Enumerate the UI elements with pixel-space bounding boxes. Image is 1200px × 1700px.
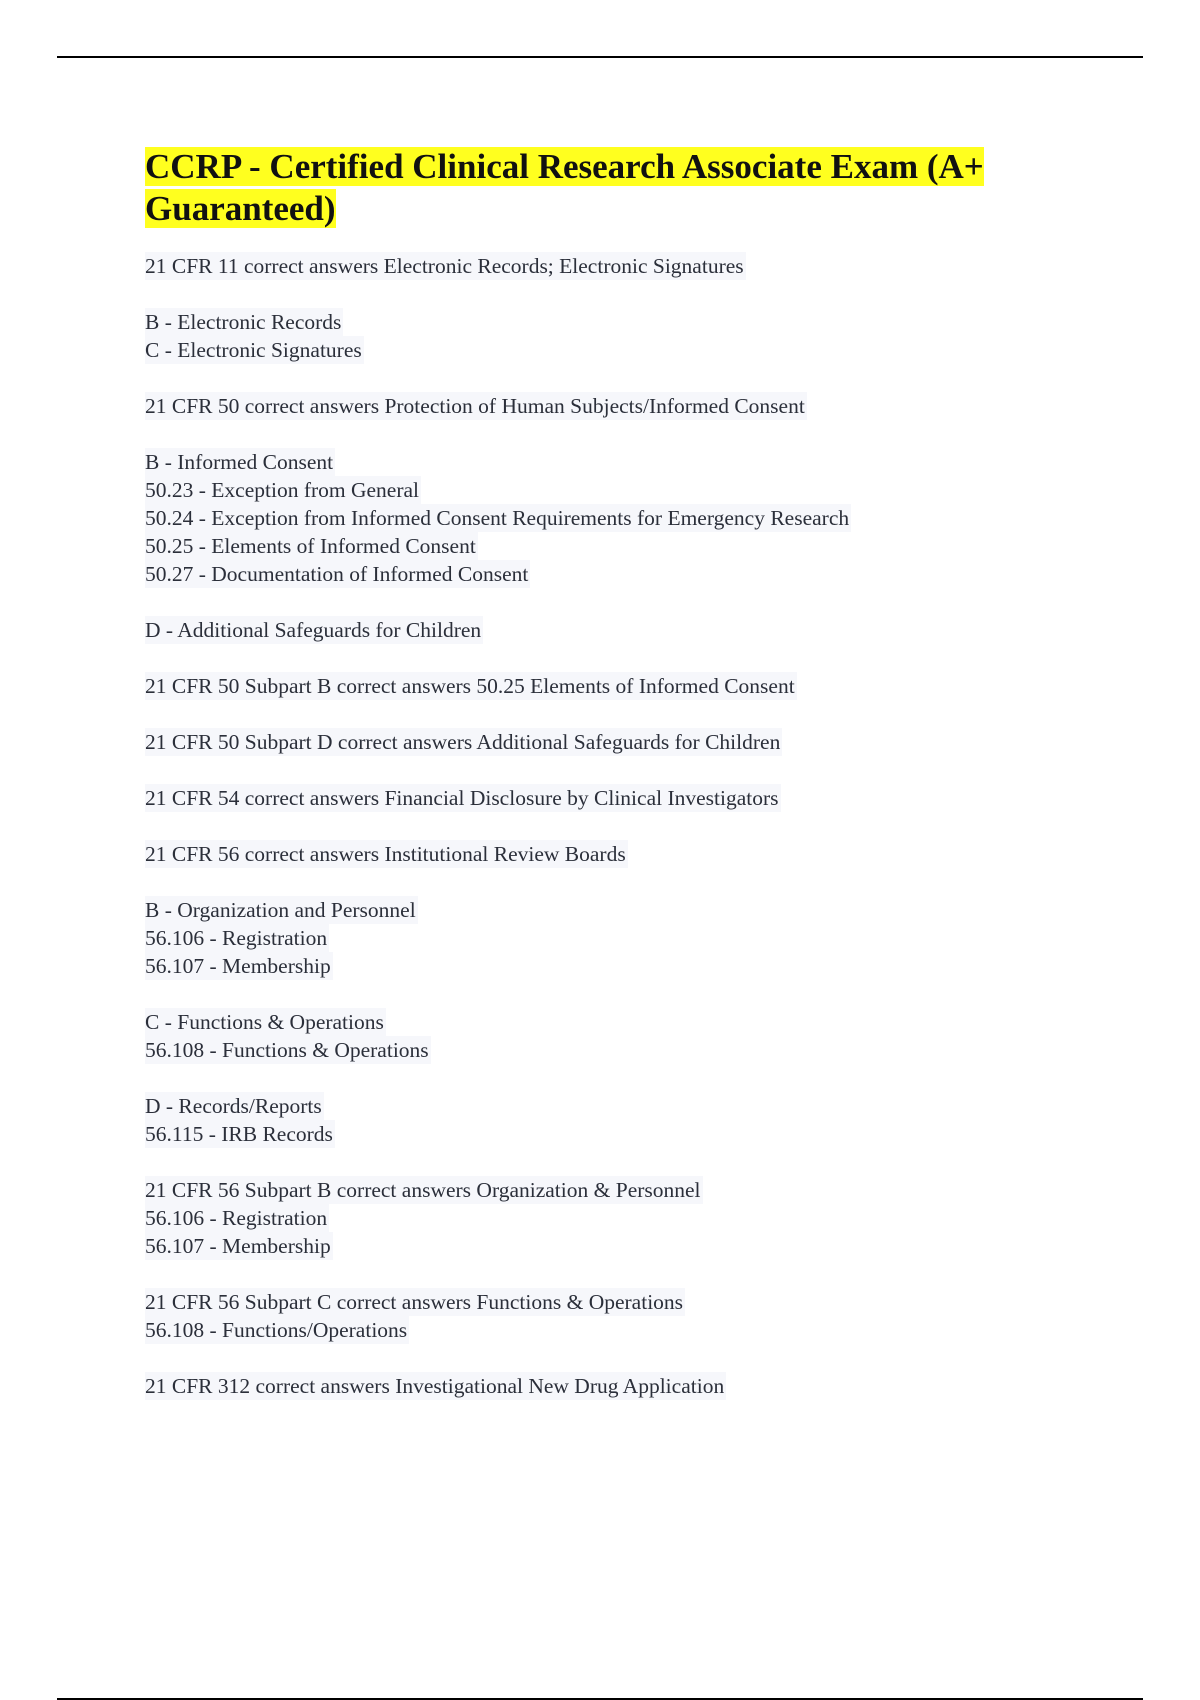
text-line: 56.108 - Functions/Operations [145, 1318, 408, 1342]
title-line-2: Guaranteed) [145, 189, 336, 228]
qa-block-cfr50-b [145, 672, 1045, 700]
qa-block-cfr56-c [145, 1288, 1045, 1344]
qa-block-cfr50 [145, 392, 1045, 420]
text-line: 21 CFR 312 correct answers Investigational New Drug Application [145, 1374, 725, 1398]
text-line: 56.106 - Registration [145, 926, 328, 950]
text-line: 21 CFR 56 Subpart C correct answers Functions & Operations [145, 1290, 684, 1314]
text-line: 21 CFR 11 correct answers Electronic Records; Electronic Signatures [145, 254, 744, 278]
text-line: 21 CFR 56 correct answers Institutional Review Boards [145, 842, 626, 866]
top-rule [57, 56, 1143, 58]
text-line: B - Organization and Personnel [145, 898, 416, 922]
document-body [145, 146, 1045, 1428]
qa-block-cfr56-subpart-c [145, 1008, 1045, 1064]
qa-block-cfr56-subpart-b [145, 896, 1045, 980]
text-line: 21 CFR 50 Subpart B correct answers 50.25 Elements of Informed Consent [145, 674, 795, 698]
text-line: 21 CFR 54 correct answers Financial Disclosure by Clinical Investigators [145, 786, 779, 810]
qa-block-cfr56 [145, 840, 1045, 868]
text-line: 50.25 - Elements of Informed Consent [145, 534, 476, 558]
text-line: 21 CFR 56 Subpart B correct answers Organization & Personnel [145, 1178, 701, 1202]
text-line: 56.106 - Registration [145, 1206, 328, 1230]
title-line-1: CCRP - Certified Clinical Research Associate Exam (A+ [145, 147, 984, 186]
text-line: B - Informed Consent [145, 450, 334, 474]
qa-block-cfr56-b [145, 1176, 1045, 1260]
text-line: 21 CFR 50 correct answers Protection of Human Subjects/Informed Consent [145, 394, 805, 418]
text-line: B - Electronic Records [145, 310, 342, 334]
text-line: D - Additional Safeguards for Children [145, 618, 482, 642]
qa-block-cfr50-subpart-d [145, 616, 1045, 644]
qa-block-cfr50-d [145, 728, 1045, 756]
qa-list [145, 252, 1045, 1400]
qa-block-cfr11-subparts [145, 308, 1045, 364]
text-line: C - Functions & Operations [145, 1010, 384, 1034]
text-line: 50.27 - Documentation of Informed Consent [145, 562, 529, 586]
text-line: 21 CFR 50 Subpart D correct answers Additional Safeguards for Children [145, 730, 781, 754]
document-title [145, 146, 1045, 230]
qa-block-cfr54 [145, 784, 1045, 812]
text-line: 50.24 - Exception from Informed Consent Requirements for Emergency Research [145, 506, 850, 530]
qa-block-cfr50-subpart-b [145, 448, 1045, 588]
qa-block-cfr56-subpart-d [145, 1092, 1045, 1148]
qa-block-cfr312 [145, 1372, 1045, 1400]
text-line: C - Electronic Signatures [145, 338, 362, 362]
text-line: 56.107 - Membership [145, 1234, 331, 1258]
text-line: 56.108 - Functions & Operations [145, 1038, 429, 1062]
text-line: D - Records/Reports [145, 1094, 322, 1118]
qa-block-cfr11 [145, 252, 1045, 280]
text-line: 50.23 - Exception from General [145, 478, 420, 502]
text-line: 56.107 - Membership [145, 954, 331, 978]
text-line: 56.115 - IRB Records [145, 1122, 333, 1146]
